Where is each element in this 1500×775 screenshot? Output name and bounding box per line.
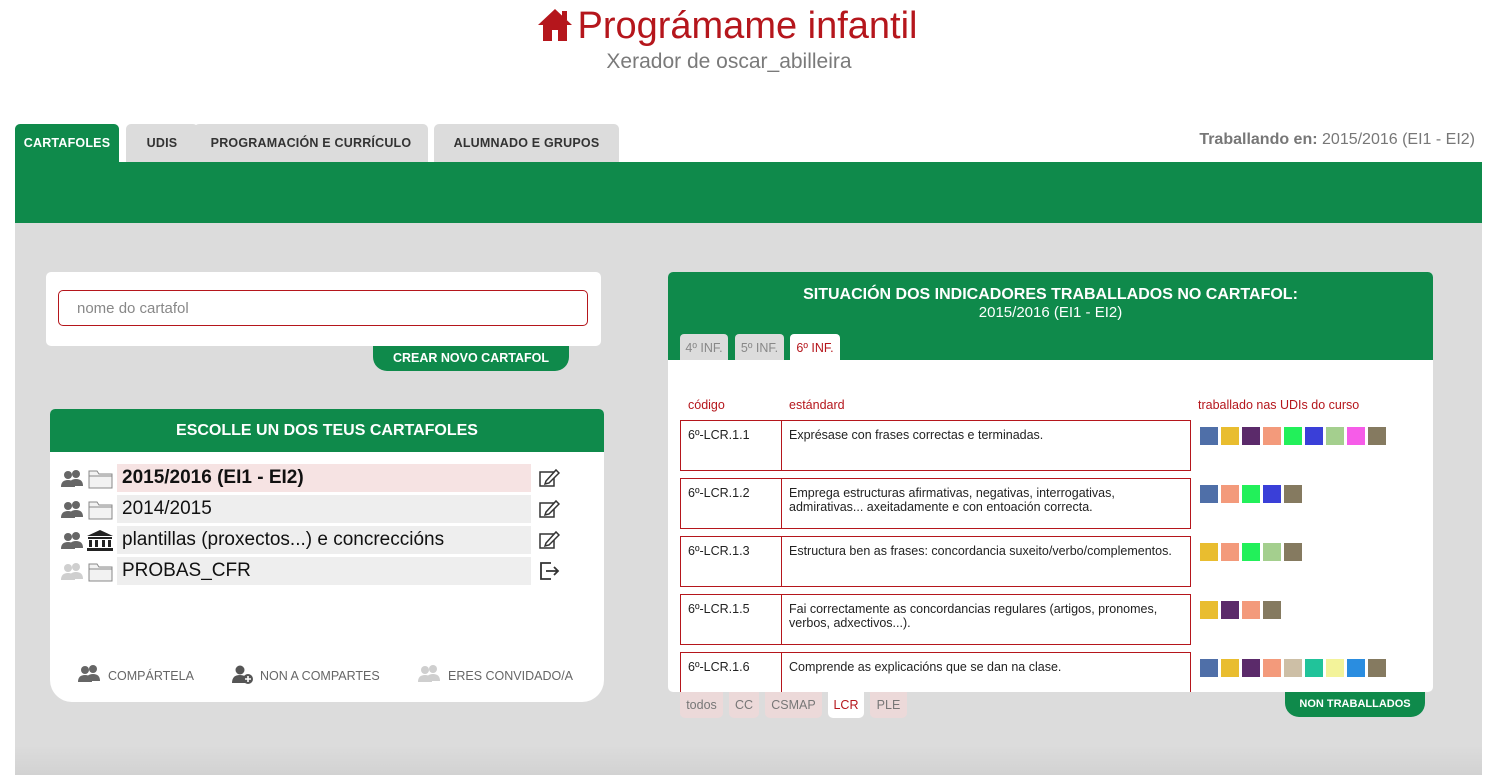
indicator-standard: Estructura ben as frases: concordancia suxeito/verbo/complementos. bbox=[781, 536, 1191, 587]
indicator-row[interactable] bbox=[680, 478, 1420, 529]
home-icon[interactable] bbox=[537, 6, 573, 54]
indicator-code: 6º-LCR.1.2 bbox=[680, 478, 782, 529]
udi-color-swatch[interactable] bbox=[1284, 427, 1302, 445]
course-tab-5[interactable]: 5º INF. bbox=[735, 334, 784, 360]
folder-row[interactable] bbox=[60, 526, 580, 554]
udi-color-swatch[interactable] bbox=[1242, 601, 1260, 619]
working-on-label: Traballando en: bbox=[1199, 131, 1318, 148]
working-on-value: 2015/2016 (EI1 - EI2) bbox=[1322, 131, 1475, 148]
filter-todos[interactable]: todos bbox=[680, 692, 723, 718]
folder-name-input[interactable] bbox=[58, 290, 588, 326]
guest-users-icon bbox=[61, 563, 83, 580]
shared-users-icon bbox=[78, 664, 102, 684]
udi-color-swatch[interactable] bbox=[1326, 659, 1344, 677]
folder-row-icons bbox=[60, 466, 118, 490]
page-header bbox=[0, 0, 1500, 110]
folder-row-icons bbox=[60, 528, 118, 552]
folder-icon bbox=[89, 471, 112, 488]
folder-name[interactable]: PROBAS_CFR bbox=[117, 557, 531, 585]
udi-color-swatch[interactable] bbox=[1200, 485, 1218, 503]
folders-panel-title: ESCOLLE UN DOS TEUS CARTAFOLES bbox=[50, 409, 604, 452]
udi-color-swatch[interactable] bbox=[1284, 485, 1302, 503]
udi-color-swatch[interactable] bbox=[1263, 485, 1281, 503]
shared-users-icon bbox=[61, 470, 83, 487]
create-folder-box bbox=[46, 272, 601, 346]
tab-programacion[interactable]: PROGRAMACIÓN E CURRÍCULO bbox=[194, 124, 428, 162]
indicator-standard: Emprega estructuras afirmativas, negativas, interrogativas, admirativas... axeitadamente e con entoación correcta. bbox=[781, 478, 1191, 529]
indicator-standard: Exprésase con frases correctas e terminadas. bbox=[781, 420, 1191, 471]
folder-name[interactable]: 2015/2016 (EI1 - EI2) bbox=[117, 464, 531, 492]
indicator-code: 6º-LCR.1.3 bbox=[680, 536, 782, 587]
guest-users-icon bbox=[418, 664, 442, 684]
legend-shared-label: COMPÁRTELA bbox=[108, 669, 194, 683]
column-standard: estándard bbox=[789, 398, 845, 412]
folder-row-icons bbox=[60, 497, 118, 521]
app-subtitle: Xerador de oscar_abilleira bbox=[606, 50, 852, 73]
legend-shared bbox=[78, 664, 194, 684]
edit-icon[interactable] bbox=[538, 498, 560, 520]
indicator-code: 6º-LCR.1.6 bbox=[680, 652, 782, 692]
course-tab-6[interactable]: 6º INF. bbox=[790, 334, 840, 360]
indicator-row[interactable] bbox=[680, 594, 1420, 645]
indicators-subtitle: 2015/2016 (EI1 - EI2) bbox=[978, 304, 1123, 321]
indicator-row[interactable] bbox=[680, 420, 1420, 471]
udi-color-swatch[interactable] bbox=[1347, 427, 1365, 445]
app-title[interactable] bbox=[0, 2, 1455, 54]
folders-panel bbox=[50, 409, 604, 702]
edit-icon[interactable] bbox=[538, 467, 560, 489]
create-folder-button[interactable]: CREAR NOVO CARTAFOL bbox=[373, 346, 569, 371]
folder-icon bbox=[89, 564, 112, 581]
udi-color-swatch[interactable] bbox=[1263, 601, 1281, 619]
shared-users-icon bbox=[61, 532, 83, 549]
working-on bbox=[1199, 131, 1475, 149]
udi-color-swatch[interactable] bbox=[1242, 543, 1260, 561]
udi-color-swatch[interactable] bbox=[1242, 427, 1260, 445]
legend-not-shared bbox=[232, 664, 380, 684]
column-code: código bbox=[688, 398, 725, 412]
folder-row[interactable] bbox=[60, 464, 580, 492]
tab-alumnado[interactable]: ALUMNADO E GRUPOS bbox=[434, 124, 619, 162]
udi-color-swatch[interactable] bbox=[1200, 543, 1218, 561]
udi-color-swatch[interactable] bbox=[1200, 659, 1218, 677]
indicator-row[interactable] bbox=[680, 536, 1420, 587]
udi-color-swatch[interactable] bbox=[1221, 601, 1239, 619]
udi-color-swatch[interactable] bbox=[1368, 659, 1386, 677]
indicator-row[interactable] bbox=[680, 652, 1420, 692]
udi-color-swatch[interactable] bbox=[1221, 659, 1239, 677]
udi-color-swatch[interactable] bbox=[1200, 601, 1218, 619]
user-add-icon bbox=[232, 664, 254, 684]
institution-icon bbox=[87, 530, 113, 551]
indicators-header bbox=[668, 272, 1433, 360]
legend-guest bbox=[418, 664, 573, 684]
udi-color-swatch[interactable] bbox=[1284, 659, 1302, 677]
udi-color-swatch[interactable] bbox=[1221, 427, 1239, 445]
indicator-code: 6º-LCR.1.1 bbox=[680, 420, 782, 471]
filter-ple[interactable]: PLE bbox=[870, 692, 907, 718]
tab-content-bar bbox=[15, 162, 1482, 223]
exit-icon[interactable] bbox=[538, 560, 560, 582]
folder-row[interactable] bbox=[60, 495, 580, 523]
course-tab-4[interactable]: 4º INF. bbox=[680, 334, 728, 360]
udi-color-swatch[interactable] bbox=[1368, 427, 1386, 445]
folder-name[interactable]: 2014/2015 bbox=[117, 495, 531, 523]
indicator-code: 6º-LCR.1.5 bbox=[680, 594, 782, 645]
indicators-title: SITUACIÓN DOS INDICADORES TRABALLADOS NO CARTAFOL: bbox=[803, 286, 1298, 303]
udi-color-swatch[interactable] bbox=[1326, 427, 1344, 445]
filter-lcr[interactable]: LCR bbox=[828, 692, 864, 718]
legend-not-shared-label: NON A COMPARTES bbox=[260, 669, 380, 683]
shared-users-icon bbox=[61, 501, 83, 518]
edit-icon[interactable] bbox=[538, 529, 560, 551]
folder-row-icons bbox=[60, 559, 118, 583]
udi-color-swatch[interactable] bbox=[1200, 427, 1218, 445]
legend-guest-label: ERES CONVIDADO/A bbox=[448, 669, 574, 683]
udi-color-swatch[interactable] bbox=[1284, 543, 1302, 561]
udi-color-swatch[interactable] bbox=[1263, 543, 1281, 561]
udi-color-swatch[interactable] bbox=[1242, 659, 1260, 677]
tab-cartafoles[interactable]: CARTAFOLES bbox=[15, 124, 119, 162]
content-bottom-shade bbox=[15, 745, 1482, 775]
filter-csmap[interactable]: CSMAP bbox=[765, 692, 822, 718]
column-worked: traballado nas UDIs do curso bbox=[1198, 398, 1360, 412]
indicator-standard: Comprende as explicacións que se dan na clase. bbox=[781, 652, 1191, 692]
app-title-text: Prográmame infantil bbox=[577, 5, 918, 47]
udi-color-swatch[interactable] bbox=[1221, 485, 1239, 503]
folder-row[interactable] bbox=[60, 557, 580, 585]
folder-icon bbox=[89, 502, 112, 519]
filter-cc[interactable]: CC bbox=[729, 692, 759, 718]
indicators-panel bbox=[668, 272, 1433, 692]
non-worked-button[interactable]: NON TRABALLADOS bbox=[1285, 692, 1425, 717]
udi-color-swatch[interactable] bbox=[1305, 659, 1323, 677]
udi-color-swatch[interactable] bbox=[1263, 659, 1281, 677]
udi-color-swatch[interactable] bbox=[1221, 543, 1239, 561]
udi-color-swatch[interactable] bbox=[1347, 659, 1365, 677]
udi-color-swatch[interactable] bbox=[1263, 427, 1281, 445]
folder-name[interactable]: plantillas (proxectos...) e concreccións bbox=[117, 526, 531, 554]
indicator-standard: Fai correctamente as concordancias regulares (artigos, pronomes, verbos, adxectivos...). bbox=[781, 594, 1191, 645]
udi-color-swatch[interactable] bbox=[1305, 427, 1323, 445]
udi-color-swatch[interactable] bbox=[1242, 485, 1260, 503]
tab-udis[interactable]: UDIS bbox=[126, 124, 198, 162]
